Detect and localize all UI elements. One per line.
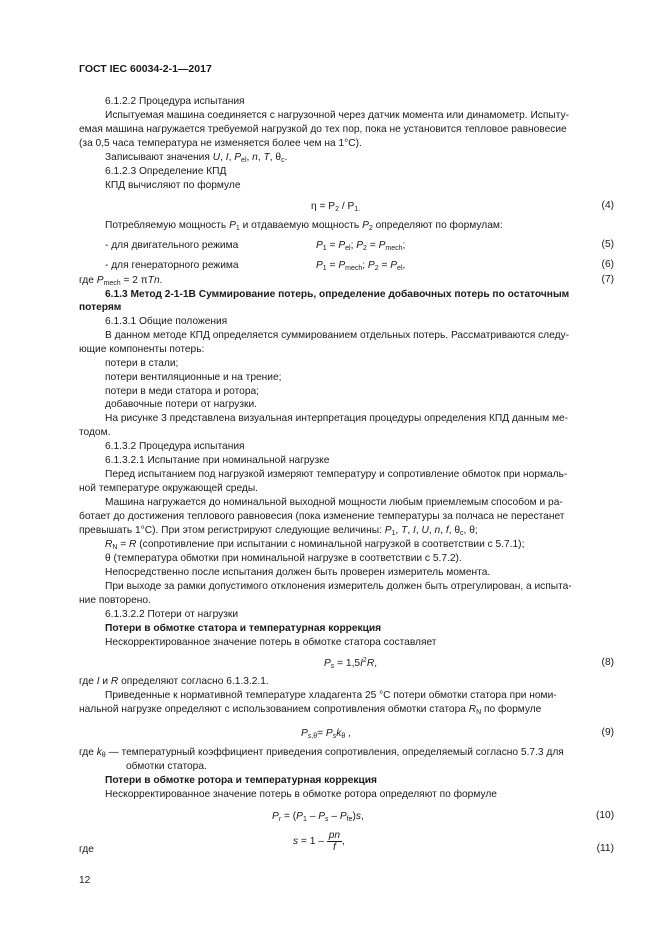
paragraph-line: Машина нагружается до номинальной выходной мощности любым приемлемым способом и ра- xyxy=(105,497,563,508)
paragraph-line: $R_N = R$ (сопротивление при испытании с номинальной нагрузкой в соответствии с 5.7.1); xyxy=(105,539,525,551)
paragraph-line: Перед испытанием под нагрузкой измеряют температуру и сопротивление обмоток при нормаль- xyxy=(105,469,568,480)
section-title: 6.1.3.2.2 Потери от нагрузки xyxy=(105,609,239,620)
document-header: ГОСТ IEC 60034-2-1—2017 xyxy=(79,63,212,75)
paragraph-line: Записывают значения U, I, $P_{el}$, n, T, $\theta_c$. xyxy=(105,152,288,164)
paragraph-line: Нескорректированное значение потерь в обмотке статора составляет xyxy=(105,637,437,648)
text-fragment: превышать 1°С). При этом регистрируют следующие величины: xyxy=(79,525,385,536)
subsection-heading: Потери в обмотке статора и температурная коррекция xyxy=(105,623,382,634)
section-heading: потерям xyxy=(79,302,122,313)
equation-number: (7) xyxy=(601,274,614,285)
paragraph-line: ющие компоненты потерь: xyxy=(79,344,205,355)
section-title: 6.1.3.2 Процедура испытания xyxy=(105,441,245,452)
section-title: 6.1.2.2 Процедура испытания xyxy=(105,96,245,107)
paragraph-line: (за 0,5 часа температура не изменяется более чем на 1°С). xyxy=(79,138,362,149)
text-fragment: нальной нагрузке определяют с использованием сопротивления обмотки статора xyxy=(79,704,469,715)
paragraph-line: Нескорректированное значение потерь в обмотке ротора определяют по формуле xyxy=(105,789,497,800)
formula-10: $P_r = (P_1 - P_s - P_{fe})s$, xyxy=(272,811,364,823)
list-item: - для двигательного режима xyxy=(105,240,239,251)
page-number: 12 xyxy=(79,875,91,886)
subsection-heading: Потери в обмотке ротора и температурная коррекция xyxy=(105,775,377,786)
text-fragment: определяют по формулам: xyxy=(372,220,503,231)
formula-5: $P_1 = P_{el}$; $P_2 = P_{mech}$; xyxy=(316,240,406,252)
formula-9: $P_{s,\theta}= P_sk_\theta$ , xyxy=(301,728,351,740)
paragraph-line: Потребляемую мощность $P_1$ и отдаваемую мощность $P_2$ определяют по формулам: xyxy=(105,220,503,232)
section-title: 6.1.2.3 Определение КПД xyxy=(105,166,227,177)
text-fragment: — температурный коэффициент приведения сопротивления, определяемый согласно 5.7.3 для xyxy=(105,747,564,758)
text-fragment: (сопротивление при испытании с номинальной нагрузкой в соответствии с 5.7.1); xyxy=(136,539,525,550)
paragraph-line: ботает до достижения теплового равновесия (пока изменение температуры за полчаса не перестанет xyxy=(79,511,565,522)
paragraph-line: емая машина нагружается требуемой нагрузкой до тех пор, пока не установится тепловое равновесие xyxy=(79,124,567,135)
text-fragment: Записывают значения xyxy=(105,152,213,163)
formula-8: $P_s = 1,5I^2R$, xyxy=(324,657,378,670)
formula-11: s = 1 – $\frac{pn}{f}$ , xyxy=(293,830,345,853)
equation-number: (10) xyxy=(596,810,615,821)
paragraph-line: превышать 1°С). При этом регистрируют следующие величины: $P_1$, T, I, U, n, f, $\theta_c$, θ; xyxy=(79,525,478,537)
paragraph-line: нальной нагрузке определяют с использованием сопротивления обмотки статора $R_N$ по формуле xyxy=(79,704,542,716)
paragraph-line: В данном методе КПД определяется суммированием отдельных потерь. Рассматриваются следу- xyxy=(105,330,569,341)
paragraph-line: На рисунке 3 представлена визуальная интерпретация процедуры определения КПД данным ме- xyxy=(105,413,569,424)
list-item: потери в стали; xyxy=(105,358,179,369)
formula-7: где $P_{mech} = 2$ πTn. xyxy=(79,275,163,287)
formula-6: $P_1 = P_{mech}$; $P_2 = P_{el}$, xyxy=(316,260,406,272)
list-item: добавочные потери от нагрузки. xyxy=(105,399,257,410)
paragraph-line: Приведенные к нормативной температуре хладагента 25 °С потери обмотки статора при номи- xyxy=(105,690,557,701)
section-title: 6.1.3.2.1 Испытание при номинальной нагрузке xyxy=(105,455,330,466)
paragraph-line: обмотки статора. xyxy=(126,761,207,772)
paragraph-line: Испытуемая машина соединяется с нагрузочной через датчик момента или динамометр. Испыту- xyxy=(105,110,569,121)
paragraph-line: ной температуре окружающей среды. xyxy=(79,483,259,494)
list-item: - для генераторного режима xyxy=(105,260,239,271)
section-title: 6.1.3.1 Общие положения xyxy=(105,316,228,327)
equation-number: (8) xyxy=(601,657,614,668)
text-fragment: определяют согласно 6.1.3.2.1. xyxy=(118,676,269,687)
formula-4: $\eta = P_2 / P_{1.}$ xyxy=(311,201,361,213)
paragraph-line: где xyxy=(79,844,94,855)
equation-number: (11) xyxy=(596,843,614,854)
section-heading: 6.1.3 Метод 2-1-1В Суммирование потерь, определение добавочных потерь по остаточным xyxy=(105,289,570,300)
equation-number: (5) xyxy=(601,239,614,250)
paragraph-line: где $k_\theta$ — температурный коэффициент приведения сопротивления, определяемый согласно 5.7.3 для xyxy=(79,747,564,759)
paragraph-line: ние повторено. xyxy=(79,595,151,606)
paragraph-line: θ (температура обмотки при номинальной нагрузке в соответствии с 5.7.2). xyxy=(105,553,462,564)
equation-number: (4) xyxy=(601,200,614,211)
paragraph-line: Непосредственно после испытания должен быть проверен измеритель момента. xyxy=(105,567,491,578)
list-item: потери в меди статора и ротора; xyxy=(105,386,259,397)
paragraph-line: где I и R определяют согласно 6.1.3.2.1. xyxy=(79,676,269,687)
text-fragment: где xyxy=(79,275,97,286)
text-fragment: и отдаваемую мощность xyxy=(239,220,363,231)
paragraph-line: тодом. xyxy=(79,427,111,438)
paragraph-line: При выходе за рамки допустимого отклонения измеритель должен быть отрегулирован, а испыта- xyxy=(105,581,572,592)
text-fragment: по формуле xyxy=(481,704,542,715)
text-fragment: Потребляемую мощность xyxy=(105,220,230,231)
equation-number: (6) xyxy=(601,259,614,270)
list-item: потери вентиляционные и на трение; xyxy=(105,372,282,383)
equation-number: (9) xyxy=(601,727,614,738)
paragraph-line: КПД вычисляют по формуле xyxy=(105,180,241,191)
